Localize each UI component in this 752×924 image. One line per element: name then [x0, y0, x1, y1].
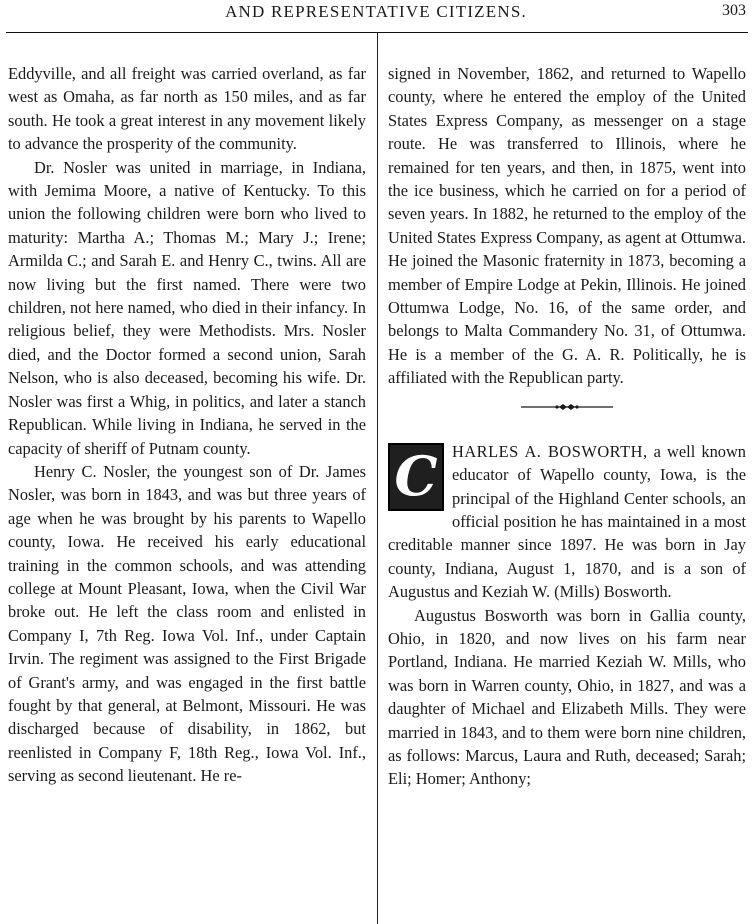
left-paragraph-2: Dr. Nosler was united in marriage, in Indiana, with Jemima Moore, a native of Kentucky. To this union the following children were born who lived to maturity: Martha A.; Thomas M.; Mary J.; Irene; Armilda C.; and Sarah E. and Henry C., twins. All are now living but the first named. There were two children, not here named, who died in their infancy. In religious belief, they were Methodists. Mrs. Nosler died, and the Doctor formed a second union, Sarah Nelson, who is also deceased, becoming his wife. Dr. Nosler was first a Whig, in politics, and later a stanch Republican. While living in Indiana, he served in the capacity of sheriff of Putnam county.: [8, 157, 366, 458]
bio-paragraph-1-text: a well known educator of Wapello county, Iowa, is the principal of the Highland Center schools, an official position he has maintained in a most creditable manner since 1897. He was born in Jay county, Indiana, August 1, 1870, and is a son of Augustus and Keziah W. (Mills) Bosworth.: [388, 441, 747, 602]
running-head: AND REPRESENTATIVE CITIZENS.: [225, 2, 527, 21]
bio-paragraph-2: Augustus Bosworth was born in Gallia county, Ohio, in 1820, and now lives on his farm near Portland, Indiana. He married Keziah W. Mills, who was born in Warren county, Ohio, in 1827, and was a daughter of Michael and Elizabeth Mills. They were married in 1843, and to them were born nine children, as follows: Marcus, Laura and Ruth, deceased; Sarah; Eli; Homer; Anthony;: [388, 605, 746, 789]
column-divider: [377, 32, 378, 924]
right-column: [388, 62, 746, 791]
page-number: 303: [722, 2, 746, 19]
left-paragraph-3: Henry C. Nosler, the youngest son of Dr. James Nosler, was born in 1843, and was but three years of age when he was brought by his parents to Wapello county, Iowa. He received his early educational training in the common schools, and was attending college at Mount Pleasant, Iowa, when the Civil War broke out. He left the class room and enlisted in Company I, 7th Reg. Iowa Vol. Inf., under Captain Irvin. The regiment was assigned to the First Brigade of Grant's army, and was engaged in the first battle fought by that general, at Belmont, Missouri. He was discharged because of disability, in 1862, but reenlisted in Company F, 18th Reg., Iowa Vol. Inf., serving as second lieutenant. He re-: [8, 461, 366, 786]
section-ornament: [388, 390, 746, 424]
drop-cap: C: [388, 443, 444, 511]
bio-heading: HARLES A. BOSWORTH,: [452, 441, 648, 461]
left-column: [8, 62, 366, 788]
biography-section: [388, 440, 746, 791]
left-paragraph-1: Eddyville, and all freight was carried overland, as far west as Omaha, as far north as 150 miles, and as far south. He took a great interest in any movement likely to advance the prosperity of the community.: [8, 64, 366, 154]
page-header: [0, 0, 752, 28]
right-continuation-paragraph: signed in November, 1862, and returned to Wapello county, where he entered the employ of the United States Express Company, as messenger on a stage route. He was transferred to Illinois, where he remained for ten years, and then, in 1875, went into the ice business, which he carried on for a period of seven years. In 1882, he returned to the employ of the United States Express Company, as agent at Ottumwa. He joined the Masonic fraternity in 1873, becoming a member of Empire Lodge at Pekin, Illinois. He joined Ottumwa Lodge, No. 16, of the same order, and belongs to Malta Commandery No. 31, of Ottumwa. He is a member of the G. A. R. Politically, he is affiliated with the Republican party.: [388, 64, 746, 388]
